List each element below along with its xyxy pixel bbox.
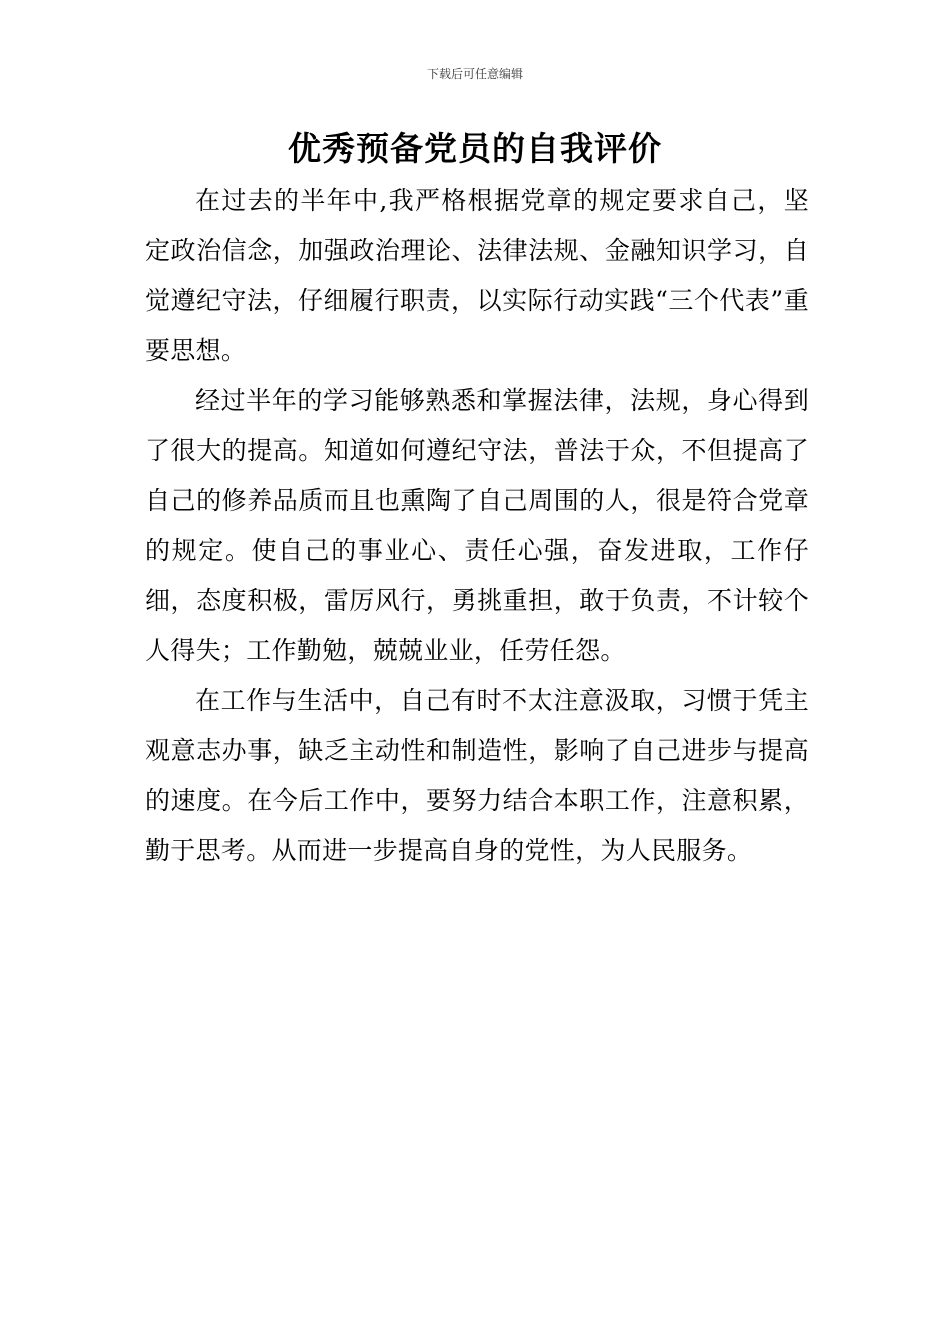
paragraph-3: 在工作与生活中，自己有时不太注意汲取，习惯于凭主观意志办事，缺乏主动性和制造性，影响了自己进步与提高的速度。在今后工作中，要努力结合本职工作，注意积累，勤于思考。从而进一步提高自身的党性，为人民服务。: [145, 686, 809, 865]
paragraph-1: 在过去的半年中,我严格根据党章的规定要求自己，坚定政治信念，加强政治理论、法律法规、金融知识学习，自觉遵纪守法，仔细履行职责，以实际行动实践“三个代表”重要思想。: [145, 186, 809, 365]
document-body: [145, 176, 809, 876]
header-note: 下载后可任意编辑: [426, 67, 523, 81]
paragraph-2: 经过半年的学习能够熟悉和掌握法律，法规，身心得到了很大的提高。知道如何遵纪守法，普法于众，不但提高了自己的修养品质而且也熏陶了自己周围的人，很是符合党章的规定。使自己的事业心、责任心强，奋发进取，工作仔细，态度积极，雷厉风行，勇挑重担，敢于负责，不计较个人得失；工作勤勉，兢兢业业，任劳任怨。: [145, 386, 809, 665]
document-title: 优秀预备党员的自我评价: [288, 129, 662, 168]
